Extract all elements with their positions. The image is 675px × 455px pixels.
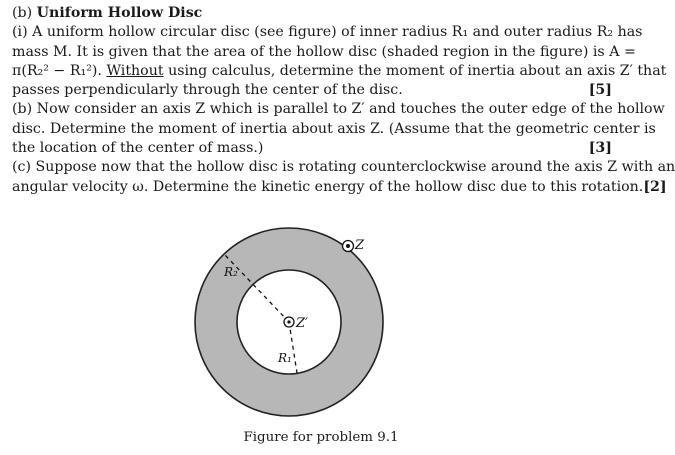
center-axis-dot [287, 320, 290, 323]
part-b-line-3 [12, 139, 612, 158]
figure-caption: Figure for problem 9.1 [243, 430, 399, 445]
problem-heading [12, 4, 612, 23]
problem-text [12, 4, 675, 197]
part-b-line-2 [12, 120, 656, 139]
part-i-text-3-post: using calculus, determine the moment of inertia about an axis Z′ that [168, 62, 667, 79]
heading-title: Uniform Hollow Disc [36, 5, 203, 21]
part-i-text-1: (i) A uniform hollow circular disc (see figure) of inner radius R₁ and outer radius R₂ has [12, 24, 643, 41]
part-b-text-1: (b) Now consider an axis Z which is parallel to Z′ and touches the outer edge of the hollow [12, 101, 665, 118]
part-c-line-1 [12, 158, 675, 177]
edge-axis-dot [346, 244, 350, 248]
part-c-line-2 [12, 178, 667, 197]
edge-axis-label: Z [355, 238, 365, 253]
part-i-line-4 [12, 81, 612, 100]
part-i-text-3-pre: π(R₂² − R₁²). [12, 62, 102, 79]
part-i-text-2: mass M. It is given that the area of the hollow disc (shaded region in the figure) is A = [12, 43, 636, 60]
part-c-text-1: (c) Suppose now that the hollow disc is rotating counterclockwise around the axis Z with an [12, 159, 675, 176]
part-b-line-1 [12, 100, 665, 119]
part-i-text-3-underlined: Without [106, 62, 164, 79]
heading-label: (b) [12, 5, 33, 21]
part-b-marks: [3] [588, 140, 612, 157]
center-axis-label: Z′ [296, 316, 308, 331]
part-c-text-2: angular velocity ω. Determine the kinetic energy of the hollow disc due to this rotation. [12, 178, 644, 195]
part-i-line-2 [12, 43, 636, 62]
part-i-text-4: passes perpendicularly through the center of the disc. [12, 82, 403, 99]
outer-radius-label: R₂ [224, 265, 238, 279]
part-c-marks: [2] [643, 178, 667, 195]
part-b-text-3: the location of the center of mass.) [12, 140, 264, 157]
part-i-line-3 [12, 62, 667, 81]
inner-radius-label: R₁ [278, 351, 292, 365]
part-i-marks: [5] [588, 82, 612, 99]
part-b-text-2: disc. Determine the moment of inertia about axis Z. (Assume that the geometric center is [12, 120, 656, 137]
part-i-line-1 [12, 23, 643, 42]
hollow-disc-figure [0, 215, 642, 455]
